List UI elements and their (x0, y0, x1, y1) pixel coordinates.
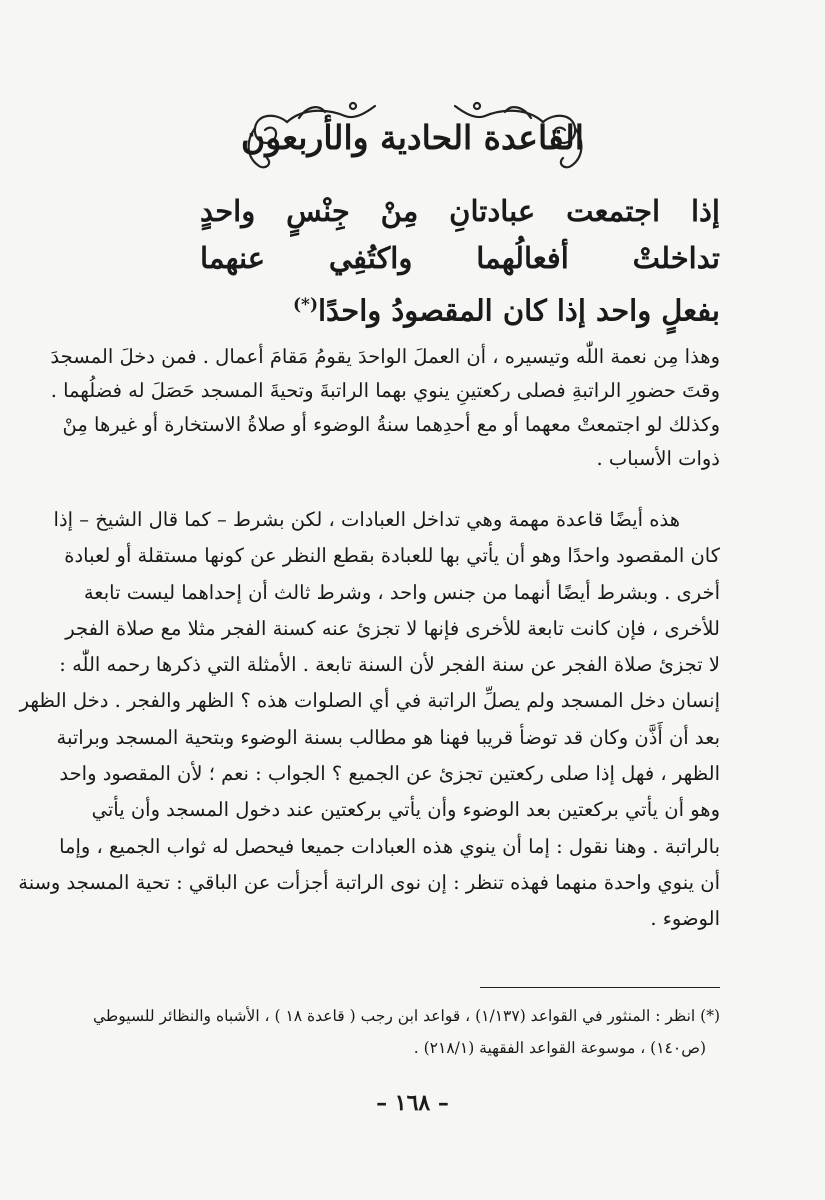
rule-line-text: بفعلٍ واحد إذا كان المقصودُ واحدًا (318, 293, 720, 328)
footnote-marker: (*) (293, 295, 318, 315)
text-line: كان المقصود واحدًا وهو أن يأتي بها للعبادة بقطع النظر عن كونها مستقلة أو لعبادة (64, 544, 720, 568)
rule-line: تداخلتْ أفعالُهما واكتُفِي عنهما (200, 241, 720, 275)
text-line: بالراتبة . وهنا نقول : إما أن ينوي هذه العبادات جميعا فيحصل له ثواب الجميع ، وإما (59, 834, 720, 858)
footnote-line: (ص١٤٠) ، موسوعة القواعد الفقهية (٢١٨/١) . (413, 1039, 706, 1057)
rule-line: إذا اجتمعت عبادتانِ مِنْ جِنْسٍ واحدٍ (200, 194, 720, 228)
text-line: وهو أن يأتي بركعتين بعد الوضوء وأن يأتي بركعتين عند دخول المسجد وأن يأتي (91, 798, 720, 822)
text-line: هذه أيضًا قاعدة مهمة وهي تداخل العبادات ، لكن بشرط – كما قال الشيخ – إذا (53, 508, 680, 531)
paragraph-intro (50, 340, 720, 476)
paragraph-commentary (18, 502, 720, 938)
text-line: بعد أن أَذَّن وكان قد توضأ قريبا فهنا هو مطالب بسنة الوضوء وبتحية المسجد وبراتبة (56, 725, 720, 749)
text-line: للأخرى ، فإن كانت تابعة للأخرى فإنها لا تجزئ عنه كسنة الفجر مثلا مع صلاة الفجر (65, 616, 720, 640)
text-line: لا تجزئ صلاة الفجر عن سنة الفجر لأن السنة تابعة . الأمثلة التي ذكرها رحمه اللّٰه : (59, 653, 720, 677)
text-line: وقتَ حضورِ الراتبةِ فصلى ركعتينِ ينوي بهما الراتبةَ وتحيةَ المسجد حَصَلَ له فضلُهما . (50, 379, 720, 402)
text-line: أن ينوي واحدة منهما فهذه تنظر : إن نوى الراتبة أجزأت عن الباقي : تحية المسجد وسنة (18, 870, 720, 894)
footnote-divider (480, 987, 720, 988)
text-line: الظهر ، فهل إذا صلى ركعتين تجزئ عن الجميع ؟ الجواب : نعم ؛ لأن المقصود واحد (59, 762, 720, 786)
chapter-title: القاعدة الحادية والأربعون (241, 118, 584, 157)
footnote (93, 1000, 720, 1064)
text-line: ذوات الأسباب . (596, 447, 720, 470)
text-line: وكذلك لو اجتمعتْ معهما أو مع أحدِهما سنةُ الوضوء أو صلاةُ الاستخارة أو غيرها مِنْ (62, 413, 720, 436)
footnote-line: (*) انظر : المنثور في القواعد (١/١٣٧) ، قواعد ابن رجب ( قاعدة ١٨ ) ، الأشباه والنظائر للسيوطي (93, 1007, 720, 1025)
page-number: – ١٦٨ – (376, 1090, 449, 1116)
text-line: وهذا مِن نعمة اللّٰه وتيسيره ، أن العملَ الواحدَ يقومُ مَقامَ أعمال . فمن دخلَ المسجدَ (50, 345, 720, 368)
text-line: إنسان دخل المسجد ولم يصلِّ الراتبة في أي الصلوات هذه ؟ الظهر والفجر . دخل الظهر (19, 689, 720, 713)
text-line: الوضوء . (650, 907, 720, 931)
rule-statement (200, 188, 720, 335)
text-line: أخرى . وبشرط أيضًا أنهما من جنس واحد ، وشرط ثالث أن إحداهما ليست تابعة (83, 580, 720, 604)
rule-line (200, 282, 720, 335)
